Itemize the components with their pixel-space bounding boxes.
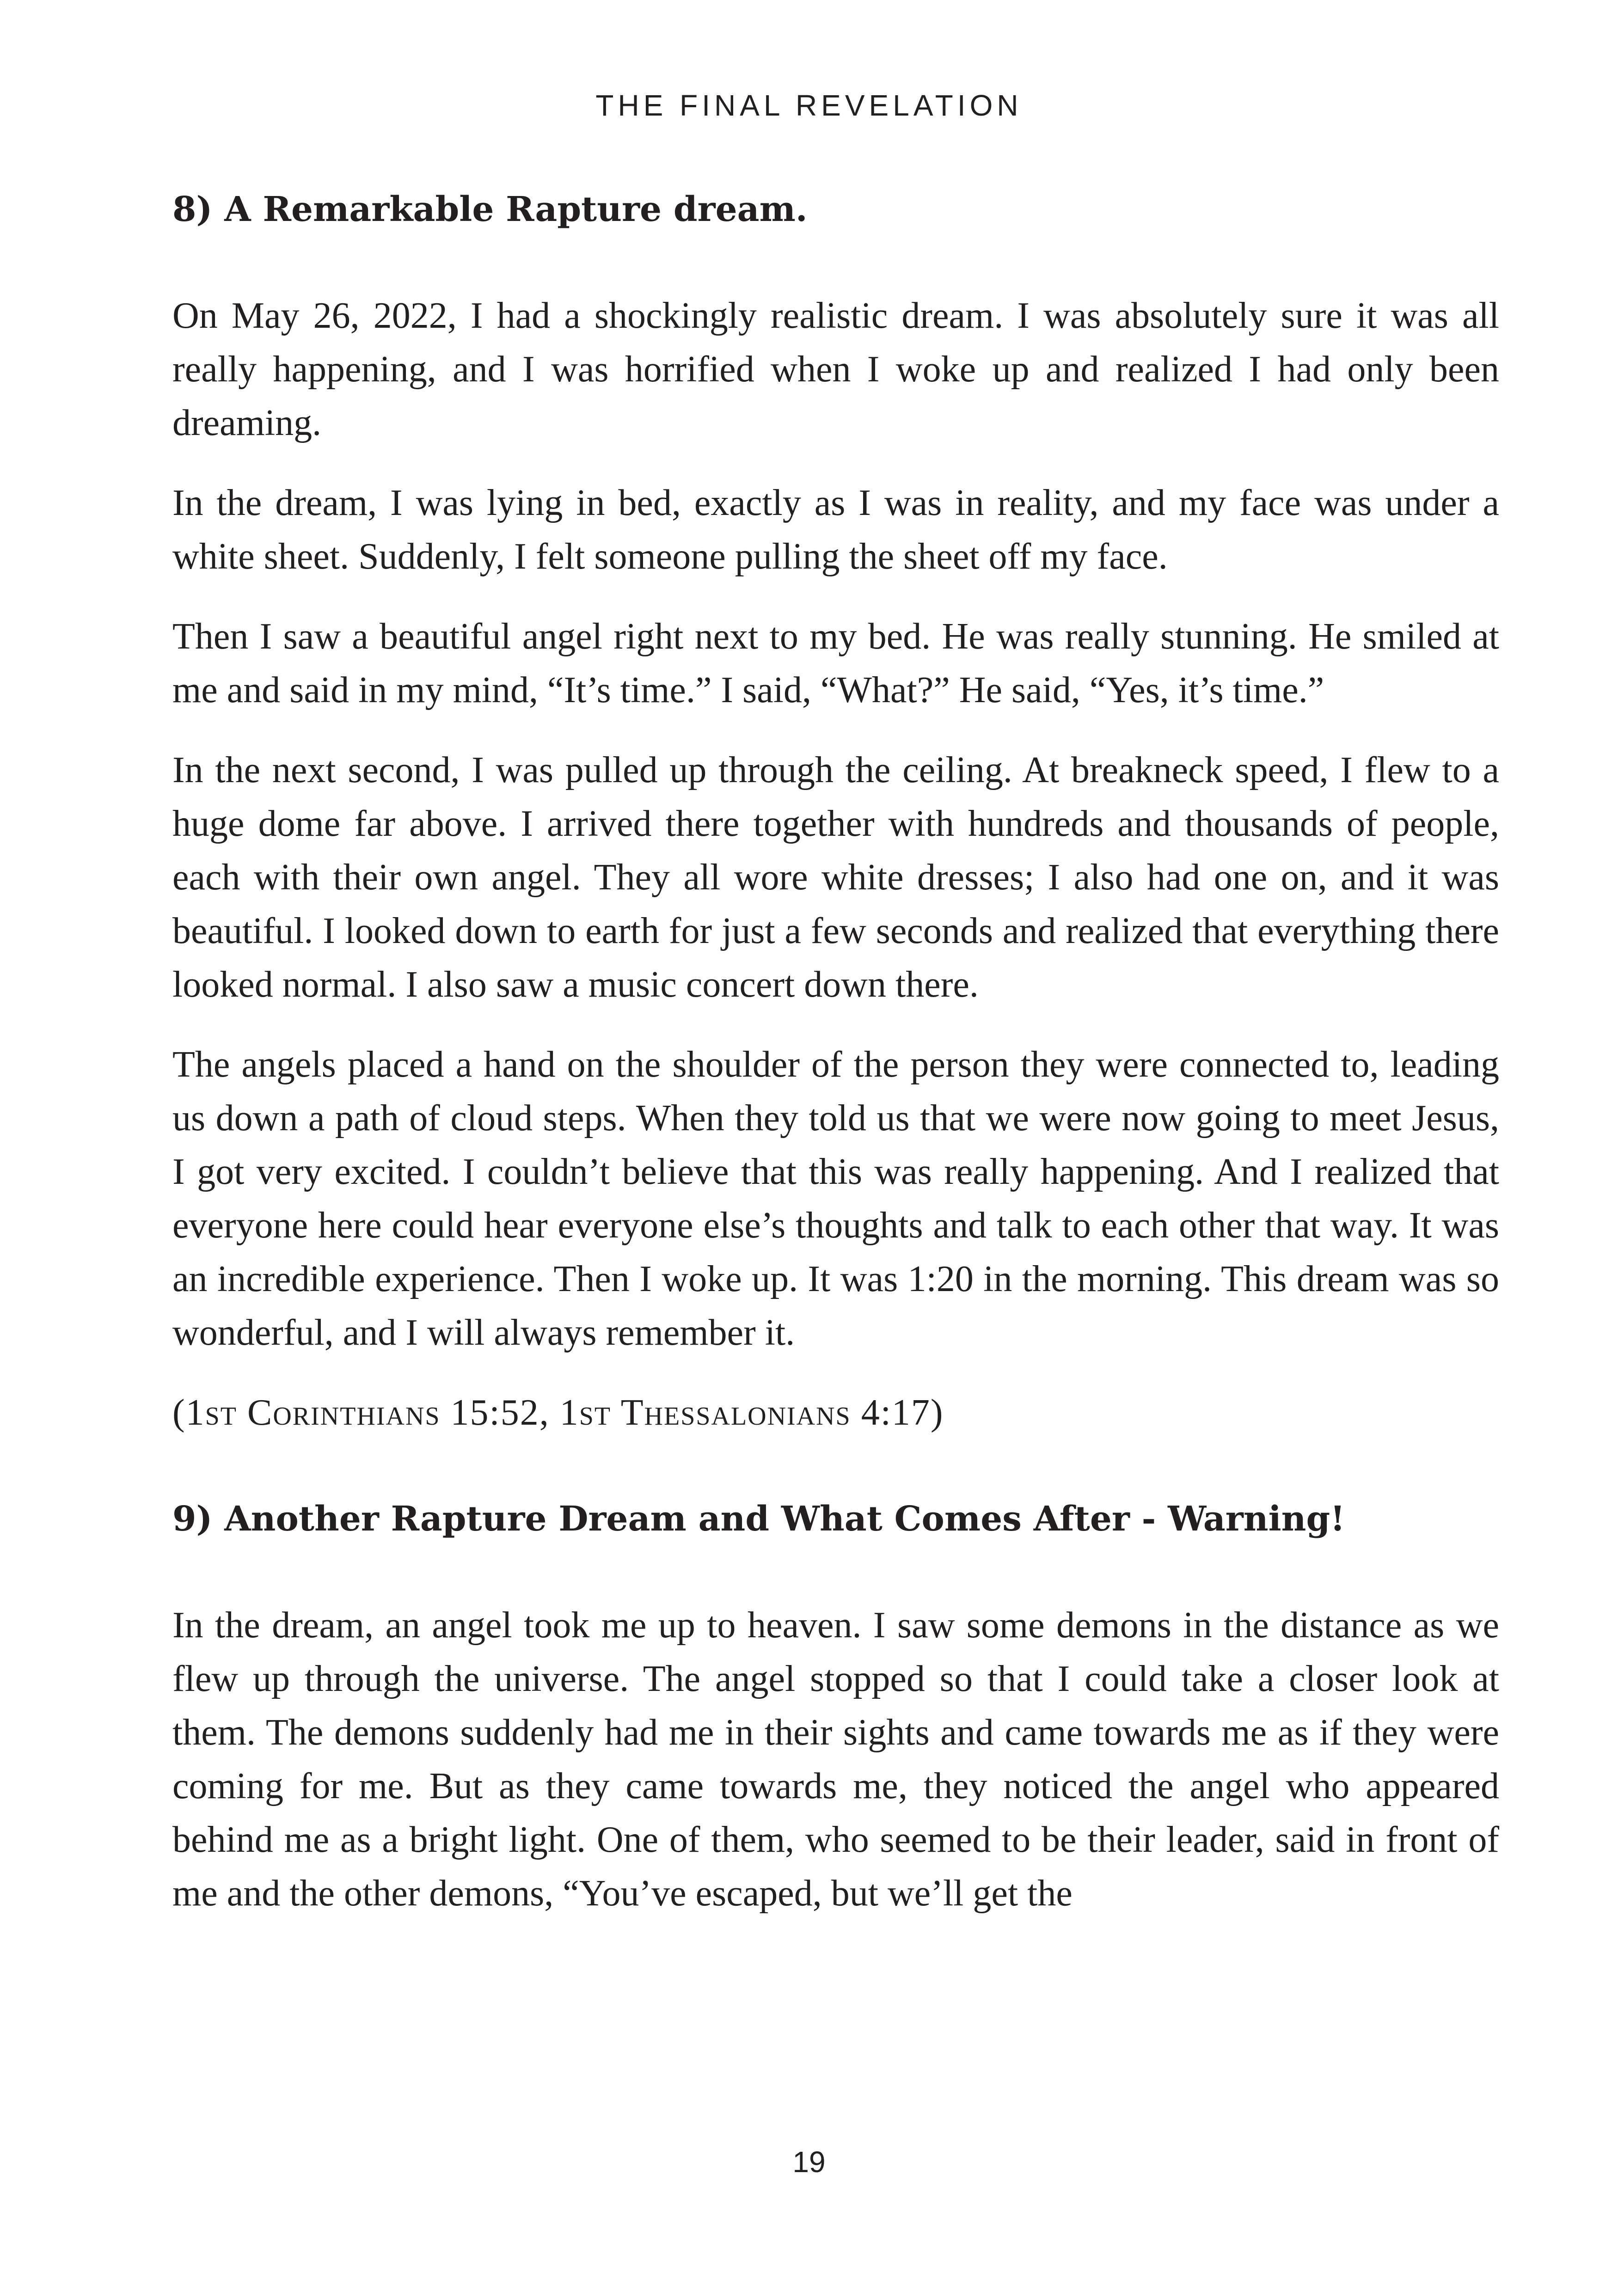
scripture-reference: (1st Corinthians 15:52, 1st Thessalonians 4:17) xyxy=(172,1392,944,1433)
section-heading-9: 9) Another Rapture Dream and What Comes After - Warning! xyxy=(172,1499,1345,1539)
paragraph: In the next second, I was pulled up through the ceiling. At breakneck speed, I flew to a huge dome far above. I arrived there together with hundreds and thousands of people, each with their own angel. They all wore white dresses; I also had one on, and it was beautiful. I looked down to earth for just a few seconds and realized that everything there looked normal. I also saw a music concert down there. xyxy=(172,750,1499,1005)
running-header: THE FINAL REVELATION xyxy=(595,89,1023,122)
paragraph: Then I saw a beautiful angel right next to my bed. He was really stunning. He smiled at me and said in my mind, “It’s time.” I said, “What?” He said, “Yes, it’s time.” xyxy=(172,616,1499,710)
paragraph: In the dream, I was lying in bed, exactly as I was in reality, and my face was under a white sheet. Suddenly, I felt someone pulling the sheet off my face. xyxy=(172,483,1499,577)
paragraph: The angels placed a hand on the shoulder of the person they were connected to, leading us down a path of cloud steps. When they told us that we were now going to meet Jesus, I got very excited. I couldn’t believe that this was really happening. And I realized that everyone here could hear everyone else’s thoughts and talk to each other that way. It was an incredible experience. Then I woke up. It was 1:20 in the morning. This dream was so wonderful, and I will always remember it. xyxy=(172,1044,1499,1353)
paragraph: In the dream, an angel took me up to heaven. I saw some demons in the distance as we flew up through the universe. The angel stopped so that I could take a closer look at them. The demons suddenly had me in their sights and came towards me as if they were coming for me. But as they came towards me, they noticed the angel who appeared behind me as a bright light. One of them, who seemed to be their leader, said in front of me and the other demons, “You’ve escaped, but we’ll get the xyxy=(172,1605,1499,1914)
section-heading-8: 8) A Remarkable Rapture dream. xyxy=(172,190,808,229)
page-body xyxy=(172,183,1499,1947)
paragraph: On May 26, 2022, I had a shockingly realistic dream. I was absolutely sure it was all really happening, and I was horrified when I woke up and realized I had only been dreaming. xyxy=(172,295,1499,443)
page-number: 19 xyxy=(792,2145,826,2179)
